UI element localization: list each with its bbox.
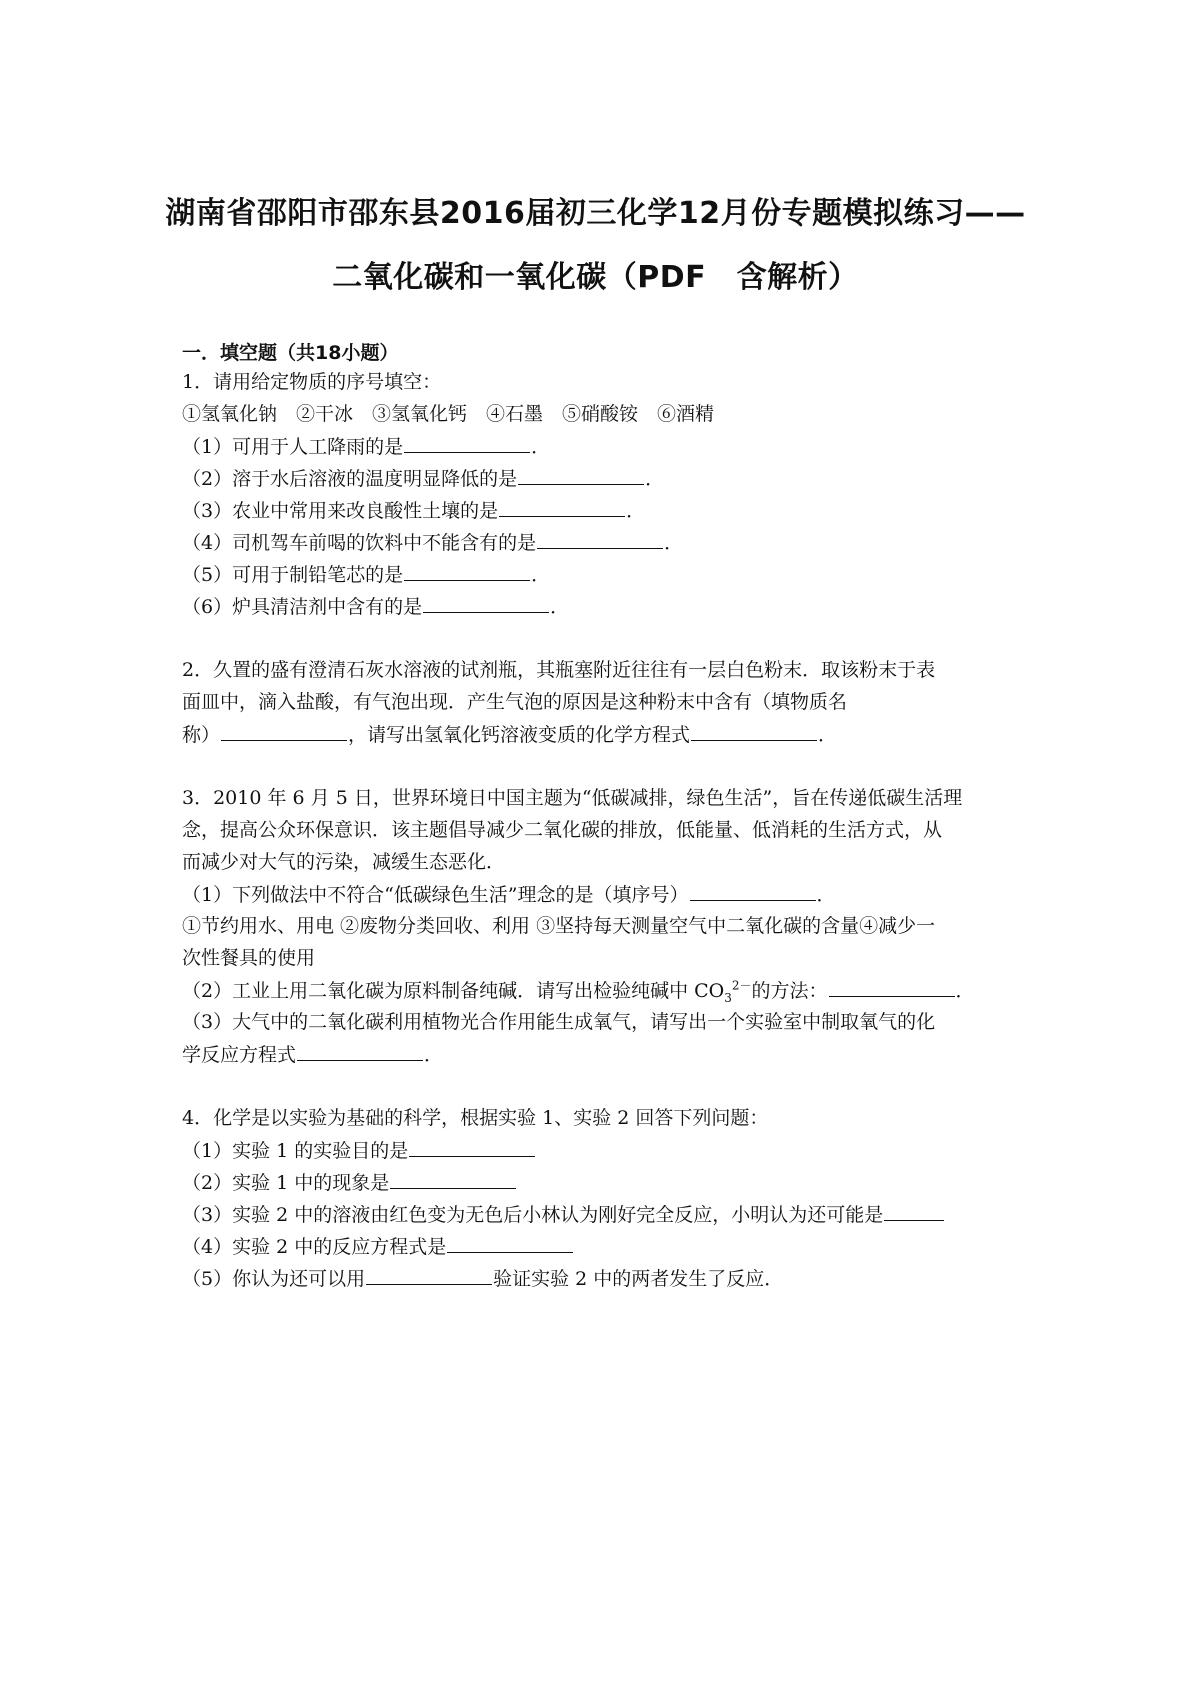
q3-sub1 xyxy=(182,878,1027,910)
answer-blank[interactable] xyxy=(691,718,817,741)
q1-sub2-end: ． xyxy=(645,468,665,490)
answer-blank[interactable] xyxy=(537,526,663,549)
q3-line1: 3．2010 年 6 月 5 日，世界环境日中国主题为“低碳减排，绿色生活”，旨在传递低碳生活理 xyxy=(182,787,963,809)
q1-sub3-end: ． xyxy=(626,500,646,522)
q1-sub6-end: ． xyxy=(550,596,570,618)
q1-stem: 1．请用给定物质的序号填空： xyxy=(182,371,442,393)
q3-sub3-line1: （3）大气中的二氧化碳利用植物光合作用能生成氧气，请写出一个实验室中制取氧气的化 xyxy=(182,1011,936,1033)
q4-sub5-text-b: 验证实验 2 中的两者发生了反应． xyxy=(493,1268,784,1290)
q2-line1: 2．久置的盛有澄清石灰水溶液的试剂瓶，其瓶塞附近往往有一层白色粉末．取该粉末于表 xyxy=(182,659,936,681)
q4-sub3-text: （3）实验 2 中的溶液由红色变为无色后小林认为刚好完全反应，小明认为还可能是 xyxy=(182,1204,884,1226)
answer-blank[interactable] xyxy=(829,974,955,997)
document-title-line-2: 二氧化碳和一氧化碳（PDF 含解析） xyxy=(332,260,859,295)
answer-blank[interactable] xyxy=(404,430,530,453)
answer-blank[interactable] xyxy=(690,878,816,901)
q1-sub4-end: ． xyxy=(664,532,684,554)
q1-sub6 xyxy=(182,590,1027,622)
spacer xyxy=(182,1070,1027,1102)
question-list xyxy=(182,366,1027,1294)
q1-sub5 xyxy=(182,558,1027,590)
q3-sub2-end: ． xyxy=(955,980,975,1002)
q2-line3-middle: ，请写出氢氧化钙溶液变质的化学方程式 xyxy=(348,724,691,746)
q1-sub5-text: （5）可用于制铅笔芯的是 xyxy=(182,564,404,586)
answer-blank[interactable] xyxy=(518,462,644,485)
q2-line3-start: 称） xyxy=(182,724,221,746)
q1-sub1 xyxy=(182,430,1027,462)
q4-sub4 xyxy=(182,1230,1027,1262)
document-title-line-1: 湖南省邵阳市邵东县2016届初三化学12月份专题模拟练习—— xyxy=(165,196,1026,231)
q4-sub5-text: （5）你认为还可以用 xyxy=(182,1268,366,1290)
answer-blank[interactable] xyxy=(297,1038,423,1061)
q4-sub5 xyxy=(182,1262,1027,1294)
answer-blank[interactable] xyxy=(404,558,530,581)
q3-line2: 念，提高公众环保意识．该主题倡导减少二氧化碳的排放，低能量、低消耗的生活方式，从 xyxy=(182,819,943,841)
q1-sub4-text: （4）司机驾车前喝的饮料中不能含有的是 xyxy=(182,532,537,554)
q4-stem: 4．化学是以实验为基础的科学，根据实验 1、实验 2 回答下列问题： xyxy=(182,1107,769,1129)
q1-sub6-text: （6）炉具清洁剂中含有的是 xyxy=(182,596,423,618)
q4-sub3 xyxy=(182,1198,1027,1230)
q1-sub1-end: ． xyxy=(531,436,551,458)
spacer xyxy=(182,750,1027,782)
answer-blank[interactable] xyxy=(390,1166,516,1189)
q3-options-line1: ①节约用水、用电 ②废物分类回收、利用 ③坚持每天测量空气中二氧化碳的含量④减少一 xyxy=(182,915,936,937)
q3-sub2-text-b: 的方法： xyxy=(751,980,828,1002)
answer-blank[interactable] xyxy=(221,718,347,741)
q2-line3-end: ． xyxy=(818,724,838,746)
subscript: 3 xyxy=(724,990,732,1005)
superscript: 2－ xyxy=(731,978,752,993)
q3-sub1-text: （1）下列做法中不符合“低碳绿色生活”理念的是（填序号） xyxy=(182,884,689,906)
q3-sub2-text: （2）工业上用二氧化碳为原料制备纯碱．请写出检验纯碱中 CO xyxy=(182,980,725,1002)
answer-blank[interactable] xyxy=(499,494,625,517)
q1-sub2 xyxy=(182,462,1027,494)
q3-sub2 xyxy=(182,974,1027,1006)
q1-sub3-text: （3）农业中常用来改良酸性土壤的是 xyxy=(182,500,499,522)
q3-sub3-line2-text: 学反应方程式 xyxy=(182,1044,297,1066)
section-heading: 一．填空题（共18小题） xyxy=(182,342,399,364)
answer-blank[interactable] xyxy=(409,1134,535,1157)
q3-sub3-end: ． xyxy=(424,1044,444,1066)
q4-sub1-text: （1）实验 1 的实验目的是 xyxy=(182,1140,409,1162)
q1-options: ①氢氧化钠 ②干冰 ③氢氧化钙 ④石墨 ⑤硝酸铵 ⑥酒精 xyxy=(182,403,715,425)
answer-blank[interactable] xyxy=(423,590,549,613)
answer-blank[interactable] xyxy=(884,1198,944,1221)
q1-sub1-text: （1）可用于人工降雨的是 xyxy=(182,436,404,458)
q4-sub2-text: （2）实验 1 中的现象是 xyxy=(182,1172,390,1194)
q1-sub4 xyxy=(182,526,1027,558)
q2-line2: 面皿中，滴入盐酸，有气泡出现．产生气泡的原因是这种粉末中含有（填物质名 xyxy=(182,691,848,713)
q1-sub2-text: （2）溶于水后溶液的温度明显降低的是 xyxy=(182,468,518,490)
q1-sub3 xyxy=(182,494,1027,526)
q3-sub1-end: ． xyxy=(816,884,836,906)
spacer xyxy=(182,622,1027,654)
answer-blank[interactable] xyxy=(366,1262,492,1285)
q4-sub4-text: （4）实验 2 中的反应方程式是 xyxy=(182,1236,447,1258)
q2-line3 xyxy=(182,718,1027,750)
q3-options-line2: 次性餐具的使用 xyxy=(182,947,316,969)
q4-sub1 xyxy=(182,1134,1027,1166)
q4-sub2 xyxy=(182,1166,1027,1198)
q1-sub5-end: ． xyxy=(531,564,551,586)
answer-blank[interactable] xyxy=(447,1230,573,1253)
q3-sub3-line2 xyxy=(182,1038,1027,1070)
q3-line3: 而减少对大气的污染，减缓生态恶化． xyxy=(182,851,506,873)
